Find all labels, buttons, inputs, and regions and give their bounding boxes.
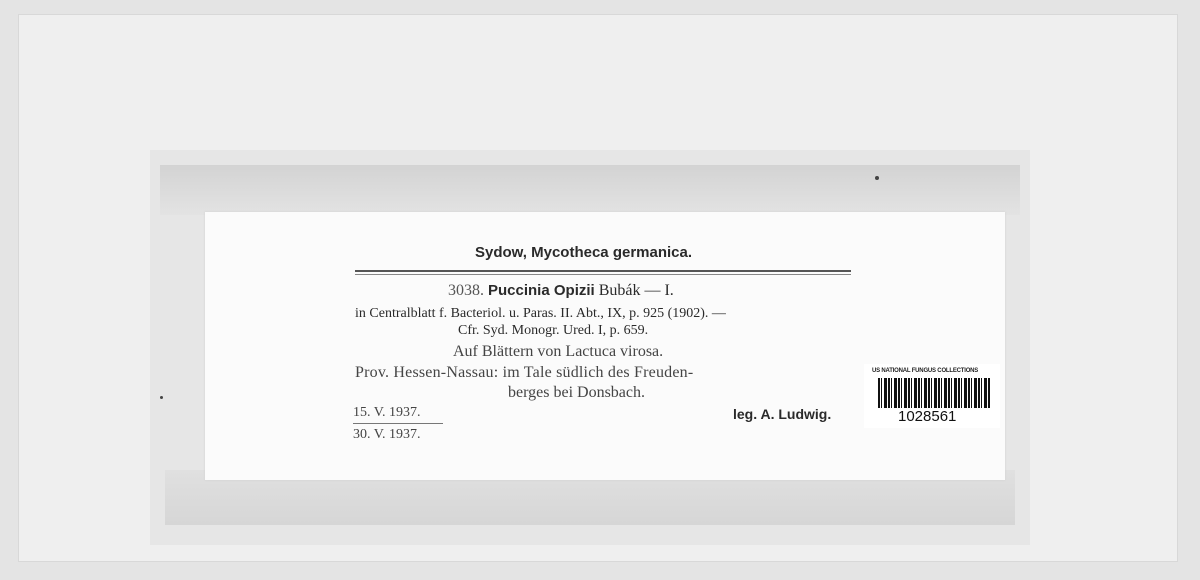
barcode-number: 1028561 <box>898 408 957 425</box>
citation-line-1: in Centralblatt f. Bacteriol. u. Paras. II. Abt., IX, p. 925 (1902). — <box>355 306 726 321</box>
barcode-label <box>864 364 1000 428</box>
species-line <box>448 282 674 300</box>
label-heading: Sydow, Mycotheca germanica. <box>475 244 693 261</box>
species-name: Puccinia Opizii <box>488 282 595 299</box>
locality-line-2: berges bei Donsbach. <box>508 384 645 401</box>
locality-line-1: Prov. Hessen-Nassau: im Tale südlich des Freuden- <box>355 364 694 381</box>
speck <box>875 176 879 180</box>
exsiccata-number: 3038. <box>448 282 484 299</box>
species-author: Bubák — I. <box>598 282 674 299</box>
barcode-icon <box>878 378 990 408</box>
envelope-flap <box>160 165 1020 215</box>
citation-line-2: Cfr. Syd. Monogr. Ured. I, p. 659. <box>458 323 649 338</box>
date-rule <box>353 423 443 424</box>
speck <box>160 396 163 399</box>
collector-name: leg. A. Ludwig. <box>733 406 832 422</box>
specimen-label <box>205 212 1005 480</box>
collection-date-1: 15. V. 1937. <box>353 405 421 420</box>
host-line: Auf Blättern von Lactuca virosa. <box>453 343 664 360</box>
collection-date-2: 30. V. 1937. <box>353 427 421 442</box>
heading-rule <box>355 270 851 275</box>
barcode-title: US NATIONAL FUNGUS COLLECTIONS <box>872 368 979 374</box>
